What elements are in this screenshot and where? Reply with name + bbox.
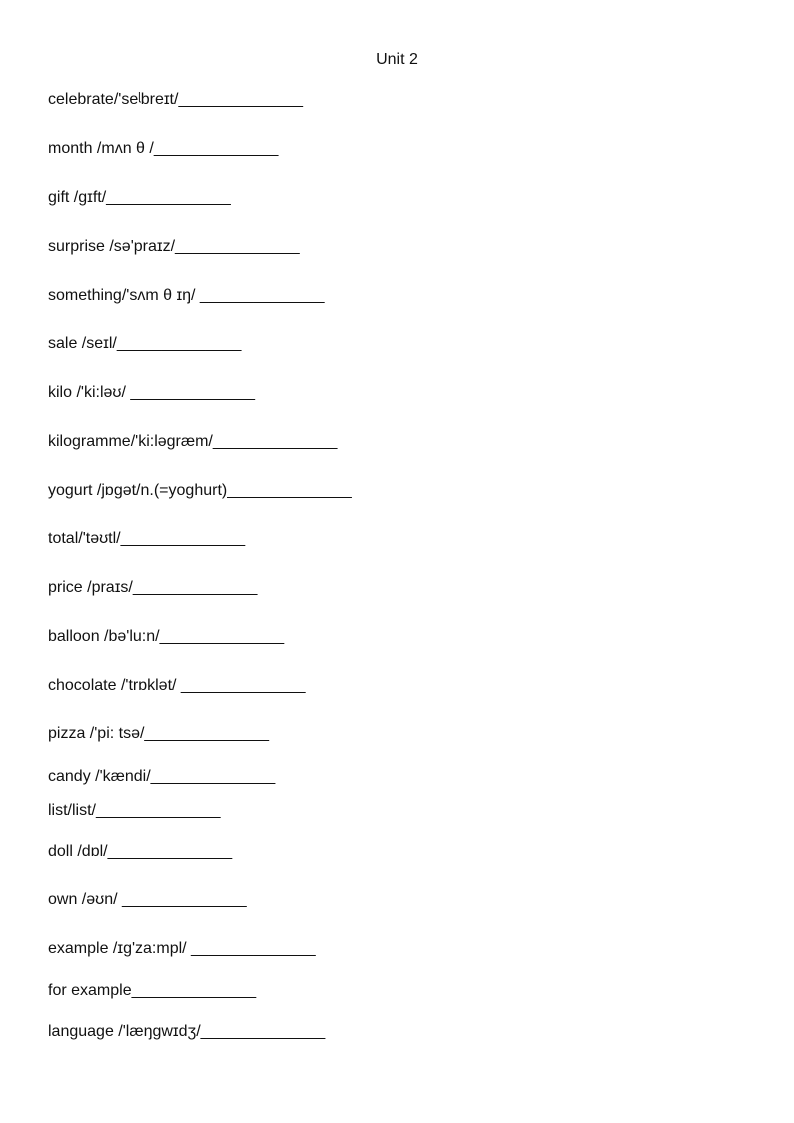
vocab-entry-doll: doll /dɒl/______________	[48, 843, 233, 860]
vocab-entry-celebrate: celebrate/'seᶩbreɪt/______________	[48, 91, 304, 108]
vocab-entry-for-example: for example______________	[48, 982, 257, 999]
vocab-entry-gift: gift /gɪft/______________	[48, 189, 231, 206]
vocab-entry-surprise: surprise /sə'praɪz/______________	[48, 238, 300, 255]
vocab-entry-pizza: pizza /'pi: tsə/______________	[48, 725, 270, 742]
vocab-entry-yogurt: yogurt /jɒgət/n.(=yoghurt)______________	[48, 482, 352, 499]
vocab-entry-price: price /praɪs/______________	[48, 579, 258, 596]
vocab-entry-balloon: balloon /bə'lu:n/______________	[48, 628, 285, 645]
vocab-entry-own: own /əʊn/ ______________	[48, 891, 247, 908]
vocab-entry-candy: candy /'kændi/______________	[48, 768, 276, 785]
vocab-entry-sale: sale /seɪl/______________	[48, 335, 242, 352]
vocab-entry-month: month /mʌn θ /______________	[48, 140, 279, 157]
page-title: Unit 2	[376, 51, 418, 68]
vocab-entry-kilogramme: kilogramme/'ki:ləgræm/______________	[48, 433, 338, 450]
vocab-entry-example: example /ɪg'za:mpl/ ______________	[48, 940, 316, 957]
vocab-entry-something: something/'sʌm θ ɪŋ/ ______________	[48, 287, 325, 304]
vocab-entry-total: total/'təʊtl/______________	[48, 530, 246, 547]
vocab-entry-kilo: kilo /'ki:ləʊ/ ______________	[48, 384, 255, 401]
vocab-entry-list: list/list/______________	[48, 802, 221, 819]
vocab-entry-language: language /'læŋgwɪdʒ/______________	[48, 1023, 326, 1040]
vocab-entry-chocolate: chocolate /'trɒklət/ ______________	[48, 677, 306, 694]
